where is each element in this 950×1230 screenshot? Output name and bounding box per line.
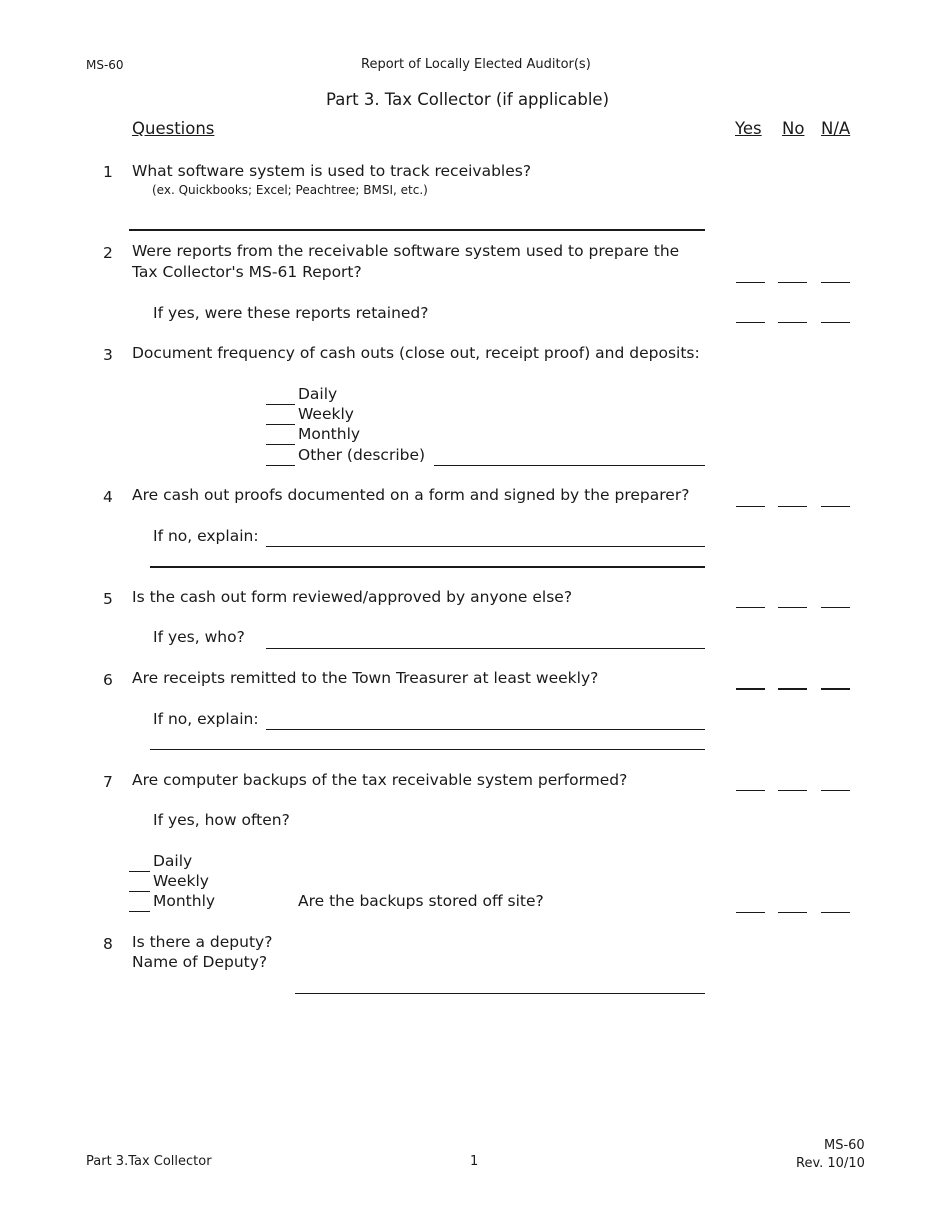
question-number: 6 — [103, 671, 113, 689]
option-weekly: Weekly — [298, 405, 354, 423]
questions-header: Questions — [132, 119, 215, 138]
option-weekly: Weekly — [153, 872, 209, 890]
question-text-line1: Is there a deputy? — [132, 933, 273, 951]
question-number: 2 — [103, 244, 113, 262]
who-line[interactable] — [266, 648, 705, 649]
option-blank-other[interactable] — [266, 465, 295, 466]
no-blank[interactable] — [778, 282, 807, 283]
sub-question: If yes, how often? — [153, 811, 290, 829]
question-text-line2: Name of Deputy? — [132, 953, 268, 971]
option-blank-daily[interactable] — [266, 404, 295, 405]
option-blank-monthly[interactable] — [266, 444, 295, 445]
no-blank[interactable] — [778, 688, 807, 690]
question-text: Document frequency of cash outs (close out, receipt proof) and deposits: — [132, 344, 700, 362]
describe-line[interactable] — [434, 465, 705, 466]
yes-blank[interactable] — [736, 322, 765, 323]
question-text: Are receipts remitted to the Town Treasurer at least weekly? — [132, 669, 599, 687]
question-text: What software system is used to track receivables? — [132, 162, 532, 180]
no-blank[interactable] — [778, 607, 807, 608]
sub-question: If no, explain: — [153, 710, 259, 728]
yes-blank[interactable] — [736, 506, 765, 507]
sub-question: If yes, who? — [153, 628, 245, 646]
question-number: 4 — [103, 488, 113, 506]
na-header: N/A — [821, 119, 851, 138]
option-daily: Daily — [298, 385, 338, 403]
no-blank[interactable] — [778, 322, 807, 323]
na-blank[interactable] — [821, 282, 850, 283]
question-text-line1: Were reports from the receivable software system used to prepare the — [132, 242, 680, 260]
yes-blank[interactable] — [736, 912, 765, 913]
question-number: 1 — [103, 163, 113, 181]
question-text-line2: Tax Collector's MS-61 Report? — [132, 263, 362, 281]
question-number: 5 — [103, 590, 113, 608]
explain-line-2[interactable] — [150, 566, 705, 568]
explain-line-2[interactable] — [150, 749, 705, 750]
question-number: 8 — [103, 935, 113, 953]
answer-line[interactable] — [129, 229, 705, 231]
na-blank[interactable] — [821, 688, 850, 690]
option-blank-monthly[interactable] — [129, 911, 150, 912]
option-blank-daily[interactable] — [129, 871, 150, 872]
question-text: Are cash out proofs documented on a form and signed by the preparer? — [132, 486, 690, 504]
option-blank-weekly[interactable] — [266, 424, 295, 425]
option-monthly: Monthly — [298, 425, 361, 443]
no-blank[interactable] — [778, 912, 807, 913]
yes-blank[interactable] — [736, 790, 765, 791]
na-blank[interactable] — [821, 322, 850, 323]
footer-section: Part 3.Tax Collector — [86, 1154, 212, 1169]
page-number: 1 — [470, 1154, 479, 1169]
yes-blank[interactable] — [736, 607, 765, 608]
yes-blank[interactable] — [736, 688, 765, 690]
report-title: Report of Locally Elected Auditor(s) — [361, 57, 591, 72]
na-blank[interactable] — [821, 912, 850, 913]
footer-revision: Rev. 10/10 — [796, 1156, 865, 1171]
deputy-name-line[interactable] — [295, 993, 705, 994]
yes-blank[interactable] — [736, 282, 765, 283]
na-blank[interactable] — [821, 607, 850, 608]
explain-line[interactable] — [266, 729, 705, 730]
question-number: 3 — [103, 346, 113, 364]
option-blank-weekly[interactable] — [129, 891, 150, 892]
option-daily: Daily — [153, 852, 193, 870]
question-text: Is the cash out form reviewed/approved by anyone else? — [132, 588, 573, 606]
question-text: Are computer backups of the tax receivable system performed? — [132, 771, 628, 789]
question-number: 7 — [103, 773, 113, 791]
sub-question-offsite: Are the backups stored off site? — [298, 892, 544, 910]
no-blank[interactable] — [778, 790, 807, 791]
form-id: MS-60 — [86, 58, 124, 72]
yes-header: Yes — [735, 119, 762, 138]
question-example: (ex. Quickbooks; Excel; Peachtree; BMSI, etc.) — [152, 183, 428, 197]
option-other: Other (describe) — [298, 446, 426, 464]
explain-line[interactable] — [266, 546, 705, 547]
option-monthly: Monthly — [153, 892, 216, 910]
footer-form-id: MS-60 — [824, 1138, 865, 1153]
no-blank[interactable] — [778, 506, 807, 507]
part-title: Part 3. Tax Collector (if applicable) — [326, 90, 610, 109]
sub-question: If yes, were these reports retained? — [153, 304, 429, 322]
na-blank[interactable] — [821, 790, 850, 791]
na-blank[interactable] — [821, 506, 850, 507]
no-header: No — [782, 119, 805, 138]
sub-question: If no, explain: — [153, 527, 259, 545]
